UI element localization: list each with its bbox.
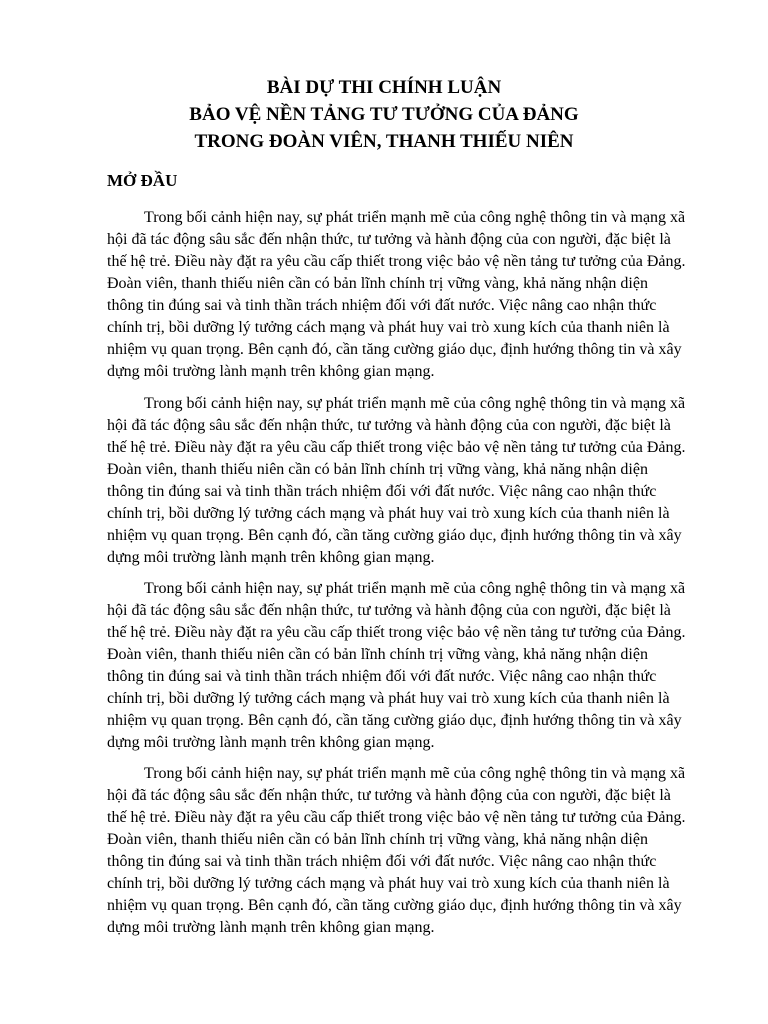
paragraph-line: thông tin đúng sai và tinh thần trách nhiệm đối với đất nước. Việc nâng cao nhận thức xyxy=(107,297,657,314)
paragraph-line: chính trị, bồi dưỡng lý tưởng cách mạng và phát huy vai trò xung kích của thanh niên là xyxy=(107,505,670,522)
paragraph-4 xyxy=(107,763,697,939)
paragraph-line: thế hệ trẻ. Điều này đặt ra yêu cầu cấp thiết trong việc bảo vệ nền tảng tư tưởng của Đảng. xyxy=(107,809,686,826)
paragraph-line: hội đã tác động sâu sắc đến nhận thức, tư tưởng và hành động của con người, đặc biệt là xyxy=(107,231,671,248)
paragraph-2 xyxy=(107,393,697,569)
document-title xyxy=(0,74,768,155)
paragraph-line: dựng môi trường lành mạnh trên không gian mạng. xyxy=(107,734,435,751)
paragraph-line: dựng môi trường lành mạnh trên không gian mạng. xyxy=(107,919,435,936)
paragraph-line: dựng môi trường lành mạnh trên không gian mạng. xyxy=(107,363,435,380)
paragraph-line: hội đã tác động sâu sắc đến nhận thức, tư tưởng và hành động của con người, đặc biệt là xyxy=(107,602,671,619)
paragraph-line: thế hệ trẻ. Điều này đặt ra yêu cầu cấp thiết trong việc bảo vệ nền tảng tư tưởng của Đảng. xyxy=(107,624,686,641)
paragraph-line: Trong bối cảnh hiện nay, sự phát triển mạnh mẽ của công nghệ thông tin và mạng xã xyxy=(144,395,686,412)
section-heading: MỞ ĐẦU xyxy=(107,171,178,190)
paragraph-line: nhiệm vụ quan trọng. Bên cạnh đó, cần tăng cường giáo dục, định hướng thông tin và xây xyxy=(107,341,682,358)
paragraph-line: Trong bối cảnh hiện nay, sự phát triển mạnh mẽ của công nghệ thông tin và mạng xã xyxy=(144,765,686,782)
paragraph-line: hội đã tác động sâu sắc đến nhận thức, tư tưởng và hành động của con người, đặc biệt là xyxy=(107,787,671,804)
paragraph-line: nhiệm vụ quan trọng. Bên cạnh đó, cần tăng cường giáo dục, định hướng thông tin và xây xyxy=(107,897,682,914)
paragraph-line: thông tin đúng sai và tinh thần trách nhiệm đối với đất nước. Việc nâng cao nhận thức xyxy=(107,853,657,870)
paragraph-line: Đoàn viên, thanh thiếu niên cần có bản lĩnh chính trị vững vàng, khả năng nhận diện xyxy=(107,461,648,478)
paragraph-line: Đoàn viên, thanh thiếu niên cần có bản lĩnh chính trị vững vàng, khả năng nhận diện xyxy=(107,646,648,663)
paragraph-line: Đoàn viên, thanh thiếu niên cần có bản lĩnh chính trị vững vàng, khả năng nhận diện xyxy=(107,275,648,292)
paragraph-line: thế hệ trẻ. Điều này đặt ra yêu cầu cấp thiết trong việc bảo vệ nền tảng tư tưởng của Đảng. xyxy=(107,253,686,270)
paragraph-line: dựng môi trường lành mạnh trên không gian mạng. xyxy=(107,549,435,566)
paragraph-line: hội đã tác động sâu sắc đến nhận thức, tư tưởng và hành động của con người, đặc biệt là xyxy=(107,417,671,434)
paragraph-line: nhiệm vụ quan trọng. Bên cạnh đó, cần tăng cường giáo dục, định hướng thông tin và xây xyxy=(107,712,682,729)
paragraph-line: nhiệm vụ quan trọng. Bên cạnh đó, cần tăng cường giáo dục, định hướng thông tin và xây xyxy=(107,527,682,544)
paragraph-line: chính trị, bồi dưỡng lý tưởng cách mạng và phát huy vai trò xung kích của thanh niên là xyxy=(107,690,670,707)
paragraph-line: Trong bối cảnh hiện nay, sự phát triển mạnh mẽ của công nghệ thông tin và mạng xã xyxy=(144,209,686,226)
paragraph-line: chính trị, bồi dưỡng lý tưởng cách mạng và phát huy vai trò xung kích của thanh niên là xyxy=(107,319,670,336)
title-line-1: BÀI DỰ THI CHÍNH LUẬN xyxy=(266,77,502,98)
paragraph-line: thông tin đúng sai và tinh thần trách nhiệm đối với đất nước. Việc nâng cao nhận thức xyxy=(107,483,657,500)
paragraph-line: Đoàn viên, thanh thiếu niên cần có bản lĩnh chính trị vững vàng, khả năng nhận diện xyxy=(107,831,648,848)
title-line-3: TRONG ĐOÀN VIÊN, THANH THIẾU NIÊN xyxy=(194,131,574,152)
paragraph-line: Trong bối cảnh hiện nay, sự phát triển mạnh mẽ của công nghệ thông tin và mạng xã xyxy=(144,580,686,597)
paragraph-line: thế hệ trẻ. Điều này đặt ra yêu cầu cấp thiết trong việc bảo vệ nền tảng tư tưởng của Đảng. xyxy=(107,439,686,456)
paragraph-line: thông tin đúng sai và tinh thần trách nhiệm đối với đất nước. Việc nâng cao nhận thức xyxy=(107,668,657,685)
title-line-2: BẢO VỆ NỀN TẢNG TƯ TƯỞNG CỦA ĐẢNG xyxy=(189,104,579,125)
paragraph-line: chính trị, bồi dưỡng lý tưởng cách mạng và phát huy vai trò xung kích của thanh niên là xyxy=(107,875,670,892)
paragraph-1 xyxy=(107,207,697,383)
paragraph-3 xyxy=(107,578,697,754)
